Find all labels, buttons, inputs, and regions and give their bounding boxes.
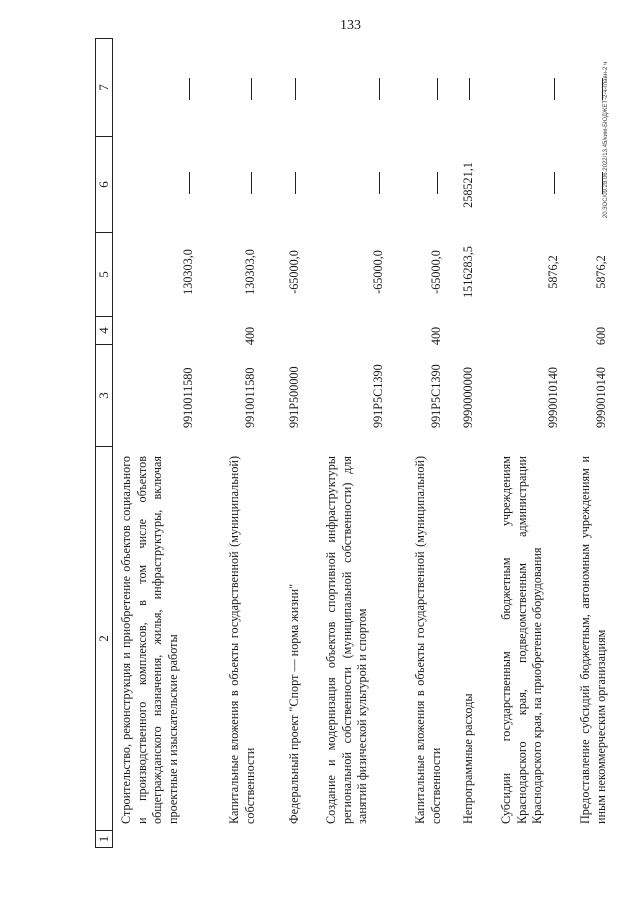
row-sum-5: -65000,0 (370, 250, 385, 294)
header-col-1: 1 (95, 830, 113, 848)
row-sum-5: -65000,0 (428, 250, 443, 294)
dash-col-7 (554, 78, 555, 100)
header-col-3: 3 (95, 344, 113, 446)
row-name: Предоставление субсидий бюджетным, автономным учреждениям и иным некоммерческим организациям (578, 456, 608, 824)
row-code: 991P5С1390 (370, 364, 385, 428)
dash-col-6 (251, 172, 252, 194)
dash-col-6 (295, 172, 296, 194)
dash-col-7 (602, 78, 603, 100)
header-col-7: 7 (95, 38, 113, 136)
row-name: Капитальные вложения в объекты государственной (муниципальной) собственности (413, 456, 443, 824)
row-sum-6: 258521,1 (461, 162, 475, 208)
page-number: 133 (340, 18, 361, 33)
row-name: Субсидии государственным бюджетным учреждениям Краснодарского края, подведомственным администрации Краснодарского края, на приобретение оборудования (499, 456, 545, 824)
header-col-5: 5 (95, 232, 113, 316)
row-sum-5: 130303,0 (181, 249, 196, 295)
header-col-6: 6 (95, 136, 113, 232)
row-code: 9990010140 (545, 367, 560, 428)
row-code: 9990000000 (461, 367, 475, 428)
dash-col-7 (437, 78, 438, 100)
table-header (95, 38, 115, 848)
row-name: Строительство, реконструкция и приобретение объектов социального и производственного комплексов, в том числе объектов общегражданского назначения, жилья, инфраструктуры, включая проектные и изыскательские работы (119, 456, 180, 824)
row-sum-5: -65000,0 (287, 250, 301, 294)
header-col-2: 2 (95, 446, 113, 830)
row-code: 9910011580 (181, 367, 196, 428)
row-sum-5: 5876,2 (593, 255, 608, 289)
dash-col-6 (379, 172, 380, 194)
dash-col-7 (189, 78, 190, 100)
row-code: 9990010140 (593, 367, 608, 428)
dash-col-7 (251, 78, 252, 100)
dash-col-6 (437, 172, 438, 194)
row-sum-5: 1516283,5 (461, 246, 475, 298)
side-note (600, 40, 612, 240)
dash-col-6 (602, 172, 603, 194)
side-note-text: 20.3ОС/09.28.06.2022/13.45/ким-БЮДЖЕТ-2-ч-главн-2 ч (603, 61, 609, 219)
row-code: 991P5С1390 (428, 364, 443, 428)
row-vr: 400 (428, 326, 443, 346)
dash-col-7 (295, 78, 296, 100)
row-name: Федеральный проект "Спорт — норма жизни" (287, 583, 301, 824)
dash-col-6 (189, 172, 190, 194)
row-code: 991P500000 (287, 366, 301, 428)
row-sum-5: 130303,0 (242, 249, 257, 295)
row-name: Непрограммные расходы (461, 693, 475, 824)
header-col-4: 4 (95, 316, 113, 344)
row-vr: 400 (242, 326, 257, 346)
row-sum-5: 5876,2 (545, 255, 560, 289)
row-name: Капитальные вложения в объекты государственной (муниципальной) собственности (227, 456, 257, 824)
row-name: Создание и модернизация объектов спортивной инфраструктуры региональной собственности (муниципальной собственности) для занятий физической культурой и спортом (324, 456, 370, 824)
dash-col-7 (379, 78, 380, 100)
dash-col-6 (554, 172, 555, 194)
row-vr: 600 (593, 326, 608, 346)
row-code: 9910011580 (242, 367, 257, 428)
dash-col-7 (469, 78, 470, 100)
